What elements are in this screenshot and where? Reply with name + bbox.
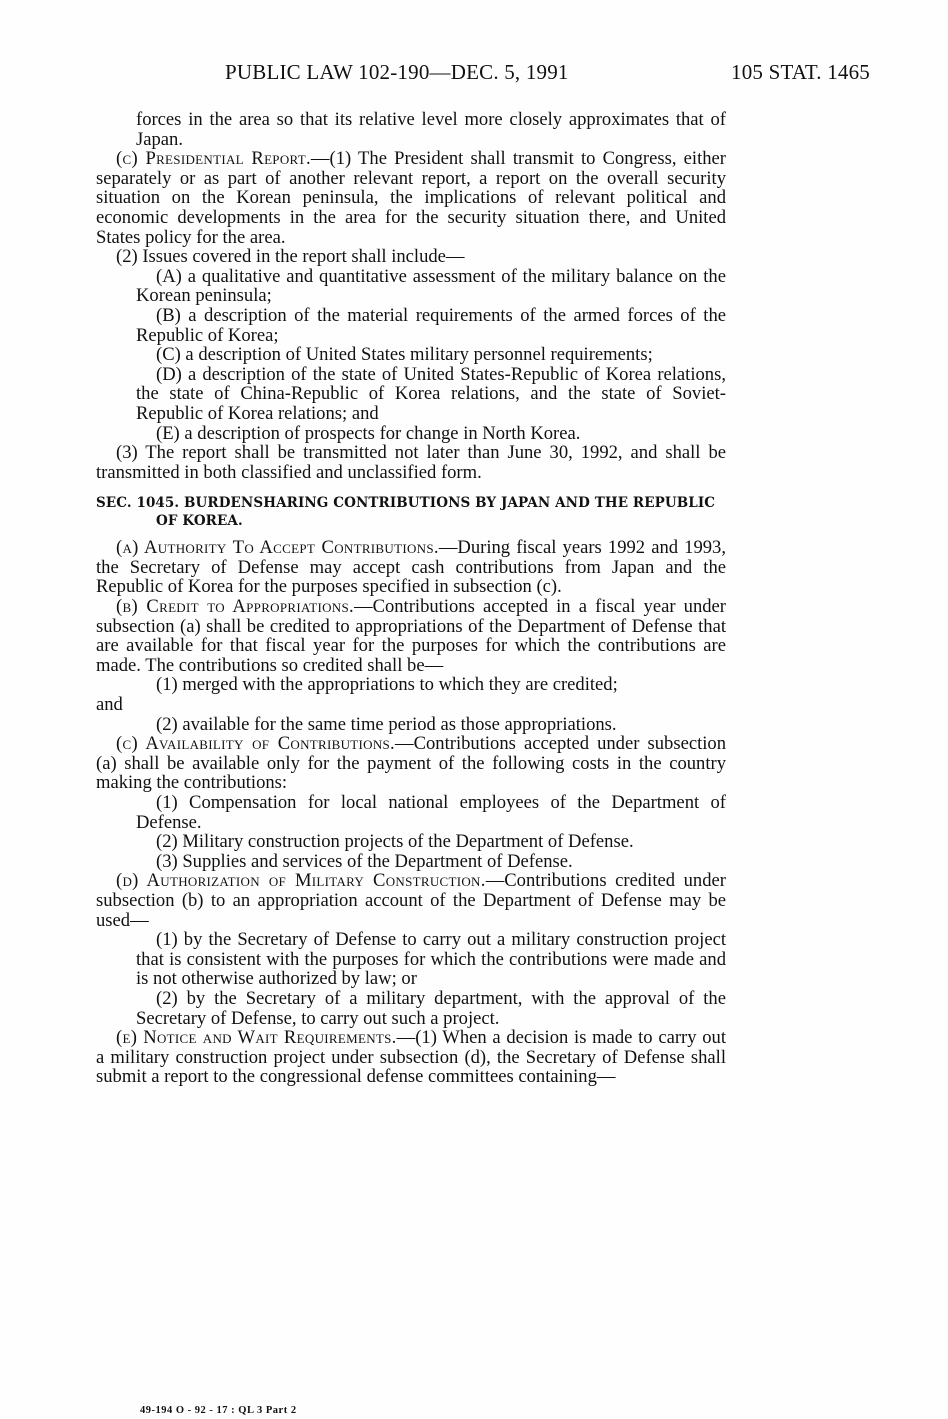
item-c-c: (C) a description of United States military personnel requirements; [156, 344, 653, 366]
subsection-heading: (c) Availability of Contributions. [116, 733, 396, 755]
subsection-e [96, 1028, 726, 1087]
item-c-a: (A) a qualitative and quantitative assessment of the military balance on the Korean peninsula; [136, 265, 726, 307]
item-cc-3: (3) Supplies and services of the Department of Defense. [156, 850, 573, 872]
item-c-b: (B) a description of the material requirements of the armed forces of the Republic of Korea; [136, 304, 726, 346]
section-heading: SEC. 1045. BURDENSHARING CONTRIBUTIONS BY JAPAN AND THE REPUBLIC OF KOREA. [96, 495, 716, 530]
item-d-1: (1) by the Secretary of Defense to carry out a military construction project that is consistent with the purposes for which the contributions were made and is not otherwise authorized by law; or [136, 929, 726, 990]
subsection-a [96, 538, 726, 597]
subsection-text: —Contributions accepted under subsection (a) shall be available only for the payment of the following costs in the country making the contributions: [96, 733, 727, 794]
page-header [96, 60, 870, 90]
subsection-heading: (a) Authority To Accept Contributions. [116, 537, 439, 559]
law-title: PUBLIC LAW 102-190—DEC. 5, 1991 [225, 60, 569, 84]
subsection-b [96, 597, 726, 675]
item-cc-2: (2) Military construction projects of the Department of Defense. [156, 831, 634, 853]
subsection-text: —During fiscal years 1992 and 1993, the Secretary of Defense may accept cash contributions from Japan and the Republic of Korea for the purposes specified in subsection (c). [96, 537, 726, 598]
statute-page-number: 105 STAT. 1465 [731, 60, 870, 84]
subsection-heading: (d) Authorization of Military Construction. [116, 870, 486, 892]
subsection-text: —Contributions credited under subsection (b) to an appropriation account of the Department of Defense may be used— [96, 870, 726, 931]
subsection-heading: (c) Presidential Report. [116, 148, 311, 170]
print-code-footer: 49-194 O - 92 - 17 : QL 3 Part 2 [140, 1405, 297, 1416]
subsection-c-availability [96, 734, 726, 793]
subsection-text: —(1) When a decision is made to carry out a military construction project under subsection (d), the Secretary of Defense shall submit a report to the congressional defense committees containing— [96, 1027, 726, 1088]
paragraph-continuation: forces in the area so that its relative level more closely approximates that of Japan. [136, 109, 726, 150]
item-b-1-continuation: and [96, 694, 123, 716]
subsection-heading: (e) Notice and Wait Requirements. [116, 1027, 397, 1049]
subsection-d [96, 871, 726, 930]
item-c-e: (E) a description of prospects for change in North Korea. [156, 422, 581, 444]
item-c-d: (D) a description of the state of United States-Republic of Korea relations, the state of China-Republic of Korea relations, and the state of Soviet-Republic of Korea relations; and [136, 363, 726, 424]
item-cc-1: (1) Compensation for local national employees of the Department of Defense. [136, 792, 726, 833]
item-d-2: (2) by the Secretary of a military department, with the approval of the Secretary of Defense, to carry out such a project. [136, 987, 726, 1029]
subsection-heading: (b) Credit to Appropriations. [116, 596, 354, 618]
document-body [96, 110, 726, 1087]
subsection-c-presidential-report [96, 149, 726, 247]
item-b-1: (1) merged with the appropriations to which they are credited; [156, 674, 618, 696]
subsection-text: —(1) The President shall transmit to Congress, either separately or as part of another relevant report, a report on the overall security situation on the Korean peninsula, the implications of relevant political and economic developments in the area for the security situation there, and United States policy for the area. [96, 148, 726, 248]
paragraph-c2: (2) Issues covered in the report shall include— [116, 246, 465, 268]
paragraph-c3: (3) The report shall be transmitted not later than June 30, 1992, and shall be transmitted in both classified and unclassified form. [96, 442, 726, 483]
subsection-text: —Contributions accepted in a fiscal year under subsection (a) shall be credited to appropriations of the Department of Defense that are available for that fiscal year for the purposes for which the contributions are made. The contributions so credited shall be— [96, 596, 726, 676]
item-b-2: (2) available for the same time period as those appropriations. [156, 713, 617, 735]
